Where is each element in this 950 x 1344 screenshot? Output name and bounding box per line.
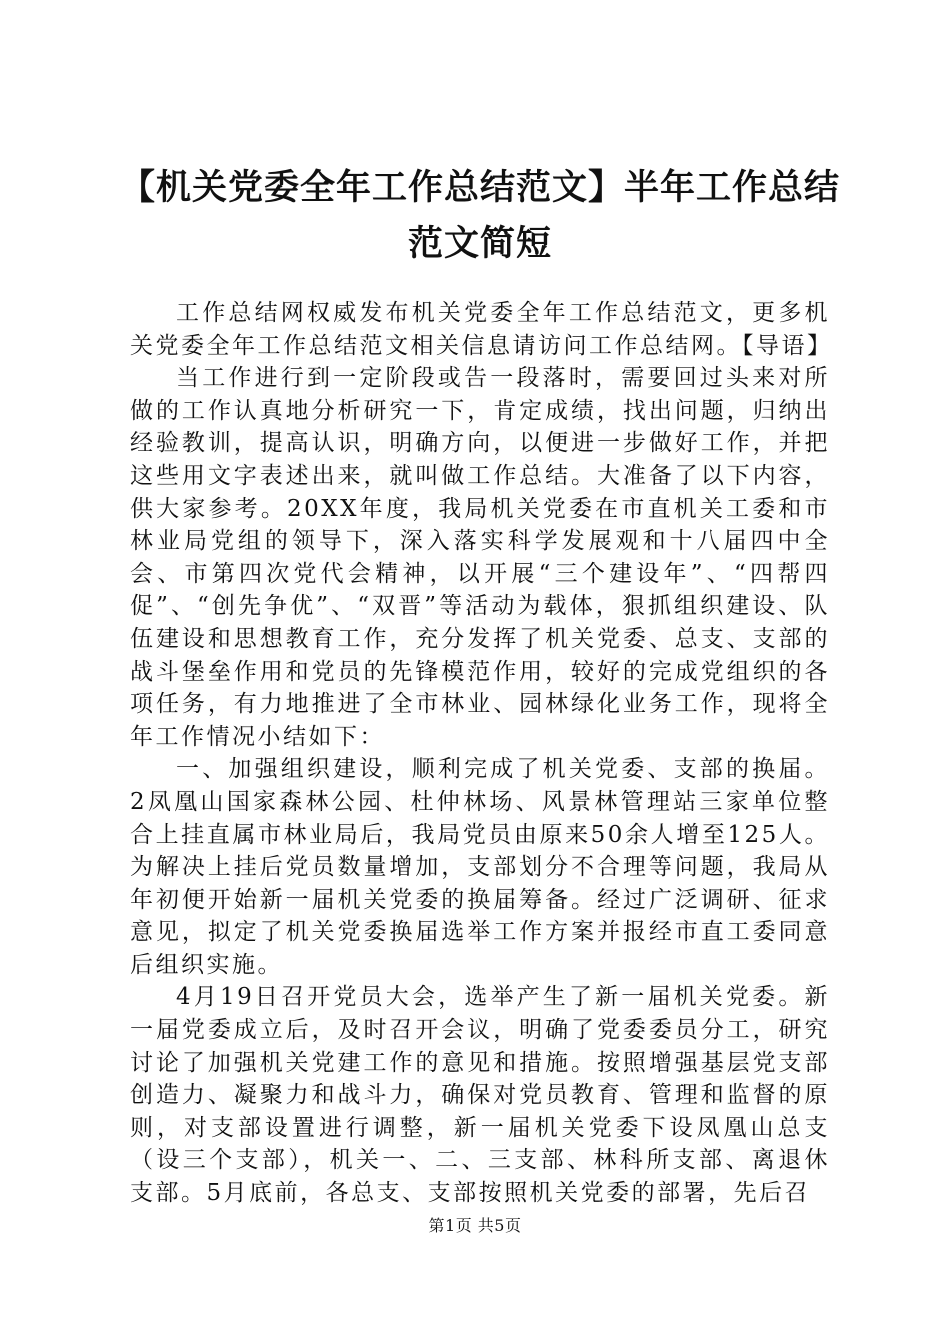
document-body (130, 297, 833, 1210)
paragraph-section-one: 一、加强组织建设，顺利完成了机关党委、支部的换届。2凤凰山国家森林公园、杜仲林场、风景林管理站三家单位整合上挂直属市林业局后，我局党员由原来50余人增至125人。为解决上挂后党员数量增加，支部划分不合理等问题，我局从年初便开始新一届机关党委的换届筹备。经过广泛调研、征求意见，拟定了机关党委换届选举工作方案并报经市直工委同意后组织实施。 (130, 756, 830, 978)
page-footer: 第1页 共5页 (428, 1216, 522, 1235)
paragraph-overview: 当工作进行到一定阶段或告一段落时，需要回过头来对所做的工作认真地分析研究一下，肯定成绩，找出问题，归纳出经验教训，提高认识，明确方向，以便进一步做好工作，并把这些用文字表述出来，就叫做工作总结。大准备了以下内容，供大家参考。20XX年度，我局机关党委在市直机关工委和市林业局党组的领导下，深入落实科学发展观和十八届四中全会、市第四次党代会精神，以开展“三个建设年”、“四帮四促”、“创先争优”、“双晋”等活动为载体，狠抓组织建设、队伍建设和思想教育工作，充分发挥了机关党委、总支、支部的战斗堡垒作用和党员的先锋模范作用，较好的完成党组织的各项任务，有力地推进了全市林业、园林绿化业务工作，现将全年工作情况小结如下： (130, 365, 830, 750)
document-title: 【机关党委全年工作总结范文】半年工作总结范文简短 (120, 167, 841, 264)
paragraph-meeting: 4月19日召开党员大会，选举产生了新一届机关党委。新一届党委成立后，及时召开会议，明确了党委委员分工，研究讨论了加强机关党建工作的意见和措施。按照增强基层党支部创造力、凝聚力和战斗力，确保对党员教育、管理和监督的原则，对支部设置进行调整，新一届机关党委下设凤凰山总支（设三个支部），机关一、二、三支部、林科所支部、离退休支部。5月底前，各总支、支部按照机关党委的部署，先后召 (130, 984, 830, 1207)
paragraph-intro: 工作总结网权威发布机关党委全年工作总结范文，更多机关党委全年工作总结范文相关信息请访问工作总结网。【导语】 (130, 300, 833, 359)
